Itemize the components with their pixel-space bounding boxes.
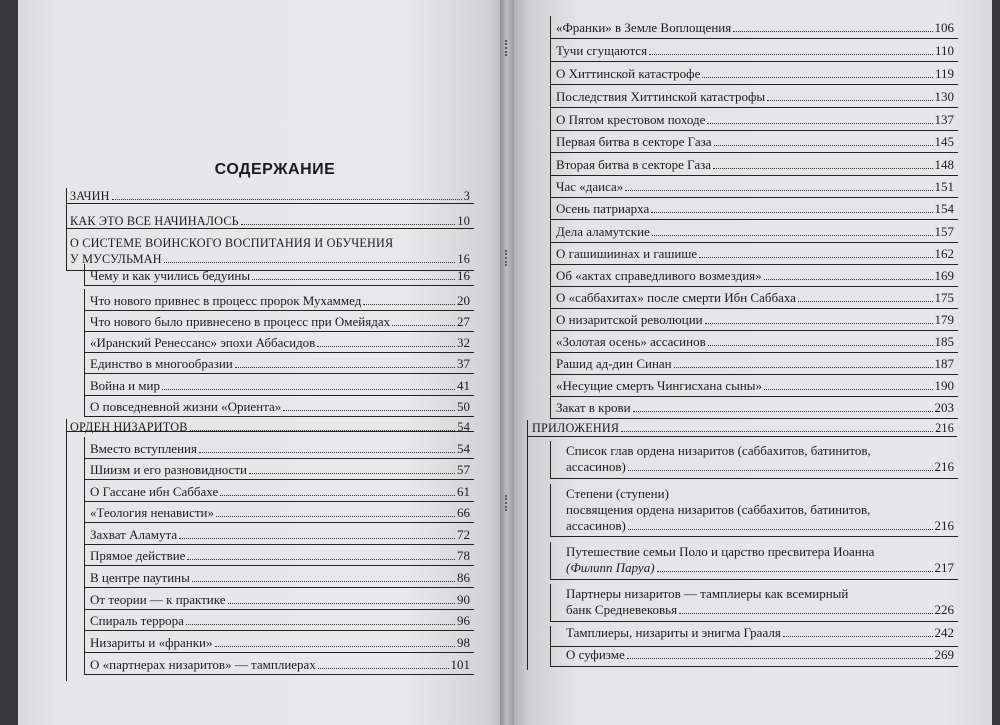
toc-entry-title: «Франки» в Земле Воплощения	[556, 20, 732, 35]
toc-entry-title: Что нового привнес в процесс пророк Мухаммед	[90, 293, 362, 308]
page-number: 32	[457, 335, 470, 350]
toc-entry-title: (Филипп Паруа)	[566, 560, 655, 575]
page-number: 27	[457, 314, 470, 329]
page-number: 90	[457, 592, 470, 607]
toc-entry-title: Война и мир	[90, 378, 160, 393]
page-number: 110	[934, 43, 954, 58]
rule-bracket	[550, 352, 958, 375]
toc-row	[70, 419, 470, 435]
toc-entry-title: Шиизм и его разновидности	[90, 462, 247, 477]
rule-bracket	[84, 653, 474, 675]
rule-bracket	[550, 242, 958, 265]
rule-bracket	[84, 588, 474, 610]
page-number: 137	[934, 112, 954, 127]
toc-row	[566, 625, 954, 641]
toc-entry-title: О «партнерах низаритов» — тамплиерах	[90, 657, 316, 672]
toc-entry-title: О низаритской революции	[556, 312, 703, 327]
page-number: 157	[934, 224, 954, 239]
page-number: 72	[457, 527, 470, 542]
dot-leader	[657, 571, 933, 572]
toc-row	[70, 188, 470, 204]
page-number: 148	[934, 157, 954, 172]
toc-entry-title: Тамплиеры, низариты и энигма Грааля	[566, 625, 781, 640]
rule-bracket	[550, 220, 958, 243]
toc-entry	[566, 625, 954, 641]
dot-leader	[627, 658, 933, 659]
toc-entry-title: «Несущие смерть Чингисхана сыны»	[556, 378, 763, 393]
toc-row	[566, 518, 954, 534]
toc-entry-title: Вместо вступления	[90, 441, 197, 456]
toc-entry-title: Захват Аламута	[90, 527, 178, 542]
page-number: 98	[457, 635, 470, 650]
binding-stitch	[505, 40, 511, 56]
rule-bracket	[84, 374, 474, 396]
toc-entry	[532, 420, 954, 436]
page-number: 216	[935, 421, 954, 435]
toc-entry-title: «Иранский Ренессанс» эпохи Аббасидов	[90, 335, 316, 350]
toc-entry	[566, 486, 954, 534]
page-number: 78	[457, 548, 470, 563]
dot-leader	[783, 636, 933, 637]
dot-leader	[190, 430, 456, 431]
rule-bracket	[84, 310, 474, 332]
toc-row	[566, 459, 954, 475]
page-number: 119	[934, 66, 954, 81]
page-number: 41	[457, 378, 470, 393]
contents-title: СОДЕРЖАНИЕ	[214, 161, 336, 178]
toc-entry-title: Вторая битва в секторе Газа	[556, 157, 712, 172]
rule-bracket	[550, 396, 958, 419]
toc-entry-title: Список глав ордена низаритов (саббахитов, батинитов,	[566, 443, 871, 458]
toc-entry-title: Последствия Хиттинской катастрофы	[556, 89, 766, 104]
page-number: 101	[450, 657, 470, 672]
page-number: 217	[934, 560, 954, 575]
rule-bracket	[84, 437, 474, 459]
toc-entry-title: Партнеры низаритов — тамплиеры как всемирный	[566, 586, 849, 601]
toc-entry-title: Первая битва в секторе Газа	[556, 134, 712, 149]
page-number: 66	[457, 505, 470, 520]
toc-entry-title: О суфизме	[566, 647, 625, 662]
toc-entry-title: Дела аламутские	[556, 224, 650, 239]
rule-bracket	[84, 631, 474, 653]
toc-entry-title: Путешествие семьи Поло и царство пресвитера Иоанна	[566, 544, 875, 559]
toc-entry	[70, 235, 470, 267]
rule-bracket	[84, 480, 474, 502]
toc-entry-title: ассасинов)	[566, 459, 626, 474]
rule-bracket	[84, 289, 474, 311]
toc-entry-title: посвящения ордена низаритов (саббахитов, батинитов,	[566, 502, 871, 517]
page-number: 106	[934, 20, 954, 35]
toc-entry-title: Прямое действие	[90, 548, 186, 563]
toc-entry-title: ЗАЧИН	[70, 189, 110, 203]
toc-entry	[566, 443, 954, 475]
page-number: 96	[457, 613, 470, 628]
toc-entry	[70, 188, 470, 204]
rule-line	[527, 436, 957, 437]
page-number: 216	[934, 518, 954, 533]
page-number: 269	[934, 647, 954, 662]
page-number: 16	[457, 252, 470, 266]
rule-line	[66, 419, 67, 681]
toc-entry	[566, 544, 954, 576]
toc-entry-title: Закат в крови	[556, 400, 631, 415]
page-number: 54	[457, 420, 470, 434]
toc-entry-title: Низариты и «франки»	[90, 635, 213, 650]
toc-entry-title: О «саббахитах» после смерти Ибн Саббаха	[556, 290, 796, 305]
toc-row	[566, 647, 954, 663]
toc-entry-title: Чему и как учились бедуины	[90, 268, 251, 283]
rule-bracket	[550, 374, 958, 397]
toc-entry-title: О Гассане ибн Саббахе	[90, 484, 219, 499]
rule-bracket	[84, 566, 474, 588]
toc-row	[532, 420, 954, 436]
toc-row	[566, 602, 954, 618]
rule-bracket	[550, 308, 958, 331]
toc-entry-title: Спираль террора	[90, 613, 184, 628]
page-number: 10	[457, 214, 470, 228]
page-number: 187	[934, 356, 954, 371]
page-number: 203	[934, 400, 954, 415]
toc-entry-title: ассасинов)	[566, 518, 626, 533]
toc-entry-title: О СИСТЕМЕ ВОИНСКОГО ВОСПИТАНИЯ И ОБУЧЕНИЯ	[70, 236, 394, 250]
toc-entry-title: У МУСУЛЬМАН	[70, 252, 162, 266]
rule-bracket	[84, 544, 474, 566]
toc-entry-title: ОРДЕН НИЗАРИТОВ	[70, 420, 188, 434]
dot-leader	[628, 529, 933, 530]
page-number: 242	[934, 625, 954, 640]
page-number: 151	[934, 179, 954, 194]
rule-bracket	[84, 609, 474, 631]
toc-entry-title: «Теология ненависти»	[90, 505, 215, 520]
toc-row	[566, 560, 954, 576]
rule-bracket	[84, 523, 474, 545]
page-number: 145	[934, 134, 954, 149]
toc-entry	[70, 419, 470, 435]
page-number: 37	[457, 356, 470, 371]
page-number: 179	[934, 312, 954, 327]
book-gutter	[500, 0, 514, 725]
rule-bracket	[550, 39, 958, 62]
toc-entry-title: банк Средневековья	[566, 602, 678, 617]
toc-entry-title: От теории — к практике	[90, 592, 226, 607]
page-number: 50	[457, 399, 470, 414]
toc-entry-title: Тучи сгущаются	[556, 43, 648, 58]
toc-entry-title: Единство в многообразии	[90, 356, 233, 371]
rule-bracket	[550, 62, 958, 85]
page-number: 175	[934, 290, 954, 305]
rule-bracket	[84, 458, 474, 480]
toc-entry-title: КАК ЭТО ВСЕ НАЧИНАЛОСЬ	[70, 214, 239, 228]
toc-entry-title: О повседневной жизни «Ориента»	[90, 399, 282, 414]
toc-entry-title: Степени (ступени)	[566, 486, 669, 501]
rule-bracket	[550, 153, 958, 176]
page-number: 86	[457, 570, 470, 585]
toc-entry	[566, 647, 954, 663]
rule-line	[527, 420, 528, 670]
rule-bracket	[84, 264, 474, 286]
toc-entry-title: О Хиттинской катастрофе	[556, 66, 701, 81]
toc-entry-title: О Пятом крестовом походе	[556, 112, 706, 127]
toc-entry-title: «Золотая осень» ассасинов	[556, 334, 706, 349]
toc-entry	[566, 586, 954, 618]
rule-bracket	[550, 197, 958, 220]
page-number: 169	[934, 268, 954, 283]
rule-bracket	[84, 352, 474, 374]
page-number: 162	[934, 246, 954, 261]
toc-entry-title: В центре паутины	[90, 570, 190, 585]
toc-entry	[70, 213, 470, 229]
page-number: 185	[934, 334, 954, 349]
page-number: 190	[934, 378, 954, 393]
dot-leader	[164, 262, 456, 263]
rule-bracket	[84, 501, 474, 523]
toc-entry-title: Об «актах справедливого возмездия»	[556, 268, 762, 283]
rule-line	[66, 188, 67, 270]
toc-entry-title: Рашид ад-дин Синан	[556, 356, 672, 371]
rule-bracket	[550, 286, 958, 309]
page-number: 154	[934, 201, 954, 216]
rule-bracket	[550, 264, 958, 287]
rule-bracket	[550, 16, 958, 39]
rule-bracket	[550, 130, 958, 153]
page-number: 226	[934, 602, 954, 617]
toc-entry-title: Час «даиса»	[556, 179, 624, 194]
toc-row	[70, 213, 470, 229]
page-number: 57	[457, 462, 470, 477]
dot-leader	[241, 224, 456, 225]
toc-entry-title: Осень патриарха	[556, 201, 650, 216]
page-number: 3	[463, 189, 470, 203]
page-number: 16	[457, 268, 470, 283]
page-number: 61	[457, 484, 470, 499]
toc-entry-title: Что нового было привнесено в процесс при Омейядах	[90, 314, 391, 329]
rule-bracket	[550, 330, 958, 353]
rule-bracket	[550, 175, 958, 198]
page-number: 216	[934, 459, 954, 474]
toc-entry-title: О гашишиинах и гашише	[556, 246, 698, 261]
dot-leader	[112, 199, 462, 200]
dot-leader	[679, 613, 932, 614]
page-number: 130	[934, 89, 954, 104]
page-number: 20	[457, 293, 470, 308]
toc-entry-title: ПРИЛОЖЕНИЯ	[532, 421, 620, 435]
binding-stitch	[505, 250, 511, 266]
rule-bracket	[84, 331, 474, 353]
page-number: 54	[457, 441, 470, 456]
dot-leader	[628, 470, 933, 471]
rule-bracket	[84, 395, 474, 417]
rule-bracket	[550, 108, 958, 131]
dot-leader	[621, 431, 933, 432]
binding-stitch	[505, 495, 511, 511]
rule-bracket	[550, 85, 958, 108]
